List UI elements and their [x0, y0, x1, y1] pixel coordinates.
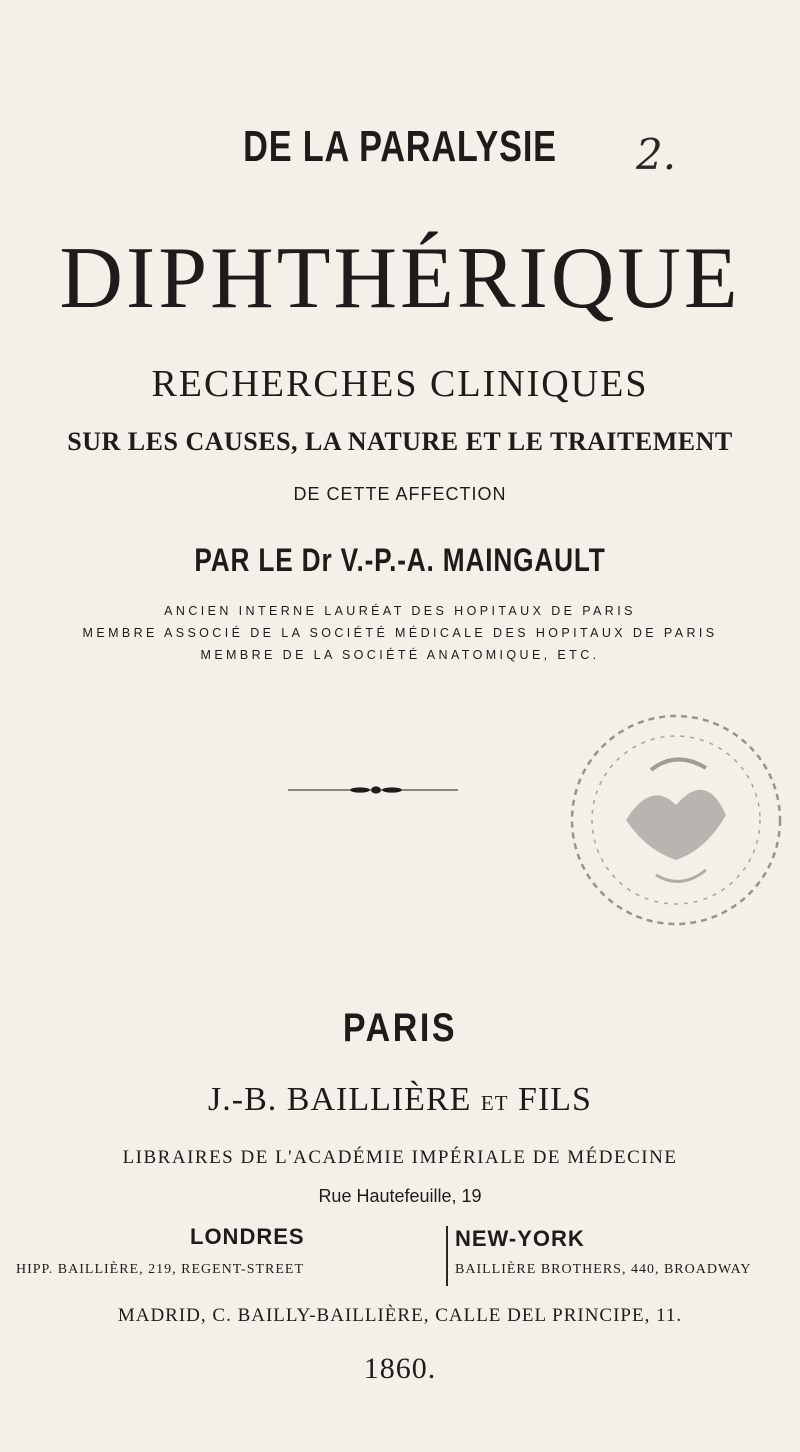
rule-ornament-icon: [288, 783, 458, 797]
libraires-line: LIBRAIRES DE L'ACADÉMIE IMPÉRIALE DE MÉDECINE: [122, 1147, 678, 1168]
credential-line: ANCIEN INTERNE LAURÉAT DES HOPITAUX DE PARIS: [164, 604, 636, 618]
publisher: [0, 1081, 800, 1119]
column-divider: [446, 1226, 448, 1286]
london-label: LONDRES: [190, 1224, 305, 1249]
title-line-2: DIPHTHÉRIQUE: [59, 230, 741, 327]
madrid-line: MADRID, C. BAILLY-BAILLIÈRE, CALLE DEL PRINCIPE, 11.: [117, 1305, 683, 1326]
london-address: HIPP. BAILLIÈRE, 219, REGENT-STREET: [16, 1262, 305, 1277]
newyork-address: BAILLIÈRE BROTHERS, 440, BROADWAY: [455, 1262, 752, 1277]
handwritten-mark: 2.: [636, 130, 677, 179]
subtitle-3: DE CETTE AFFECTION: [293, 484, 507, 504]
author-line: PAR LE Dr V.-P.-A. MAINGAULT: [194, 542, 606, 578]
subtitle-2: SUR LES CAUSES, LA NATURE ET LE TRAITEMENT: [67, 427, 733, 456]
newyork-label: NEW-YORK: [455, 1226, 585, 1251]
title-line-1: DE LA PARALYSIE: [243, 122, 557, 171]
publisher-fils: FILS: [518, 1081, 592, 1118]
library-stamp-icon: [556, 700, 796, 940]
publication-year: 1860.: [363, 1352, 437, 1385]
credential-line: MEMBRE ASSOCIÉ DE LA SOCIÉTÉ MÉDICALE DES HOPITAUX DE PARIS: [82, 626, 718, 640]
subtitle-1: RECHERCHES CLINIQUES: [151, 363, 649, 405]
street-address: Rue Hautefeuille, 19: [318, 1186, 482, 1206]
publisher-et: ET: [480, 1091, 509, 1115]
credential-line: MEMBRE DE LA SOCIÉTÉ ANATOMIQUE, ETC.: [200, 648, 600, 662]
city-paris: PARIS: [342, 1006, 458, 1050]
publisher-name: J.-B. BAILLIÈRE: [208, 1081, 472, 1118]
